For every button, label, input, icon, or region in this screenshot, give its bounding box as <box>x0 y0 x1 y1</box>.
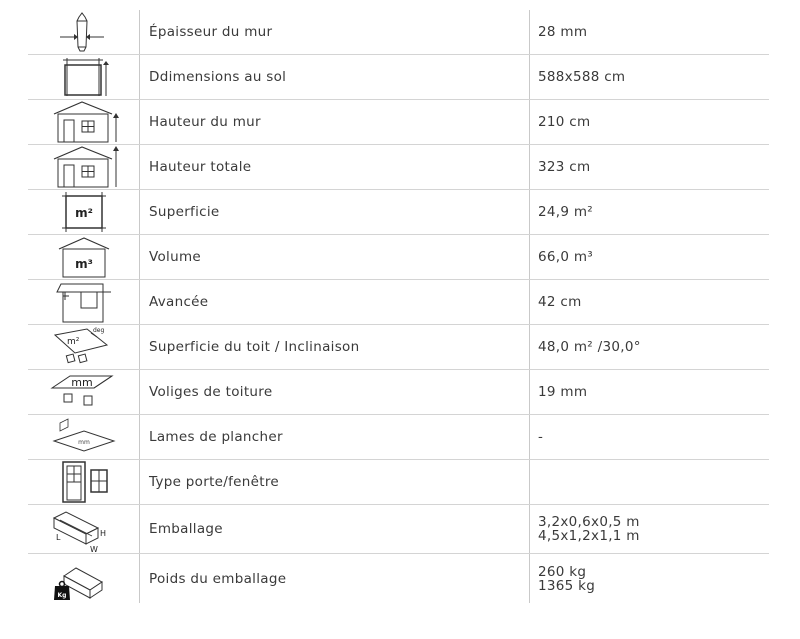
spec-row-floor-dimensions <box>28 55 769 100</box>
spec-value <box>530 460 769 504</box>
spec-row-volume <box>28 235 769 280</box>
spec-row-roof-boards <box>28 370 769 415</box>
floor-boards-icon <box>28 415 140 459</box>
svg-text:m²: m² <box>66 337 79 347</box>
svg-text:mm: mm <box>77 439 90 446</box>
spec-value: 19 mm <box>538 384 588 400</box>
spec-value: 3,2x0,6x0,5 m 4,5x1,2x1,1 m <box>538 514 640 544</box>
spec-value: - <box>538 429 544 445</box>
spec-row-wall-thickness <box>28 10 769 55</box>
floor-dimensions-icon <box>28 55 140 99</box>
spec-row-overhang <box>28 280 769 325</box>
spec-value: 66,0 m³ <box>538 249 594 265</box>
spec-value: 48,0 m² /30,0° <box>538 339 641 355</box>
spec-value: 210 cm <box>538 114 591 130</box>
spec-row-total-height <box>28 145 769 190</box>
spec-label: Poids du emballage <box>140 554 530 603</box>
spec-label: Voliges de toiture <box>140 370 530 414</box>
spec-value: 28 mm <box>538 24 588 40</box>
spec-row-area <box>28 190 769 235</box>
overhang-icon <box>28 280 140 324</box>
spec-label: Hauteur totale <box>140 145 530 189</box>
spec-row-package-weight <box>28 554 769 603</box>
spec-row-roof-area-pitch <box>28 325 769 370</box>
spec-value: 323 cm <box>538 159 591 175</box>
volume-icon <box>28 235 140 279</box>
svg-text:m²: m² <box>74 206 93 220</box>
spec-value: 588x588 cm <box>538 69 626 85</box>
spec-value: 42 cm <box>538 294 582 310</box>
spec-label: Épaisseur du mur <box>140 10 530 54</box>
spec-label: Superficie du toit / Inclinaison <box>140 325 530 369</box>
spec-label: Type porte/fenêtre <box>140 460 530 504</box>
svg-text:mm: mm <box>70 376 93 389</box>
spec-label: Lames de plancher <box>140 415 530 459</box>
spec-row-package-dimensions <box>28 505 769 554</box>
door-window-icon <box>28 460 140 504</box>
spec-row-door-window <box>28 460 769 505</box>
spec-table <box>28 10 769 603</box>
spec-label: Avancée <box>140 280 530 324</box>
package-weight-icon <box>28 554 140 603</box>
svg-text:L: L <box>55 533 60 542</box>
spec-row-floor-boards <box>28 415 769 460</box>
svg-text:deg: deg <box>92 327 104 334</box>
spec-label: Hauteur du mur <box>140 100 530 144</box>
package-dimensions-icon <box>28 505 140 553</box>
spec-label: Volume <box>140 235 530 279</box>
spec-value: 260 kg 1365 kg <box>538 563 596 594</box>
wall-thickness-icon <box>28 10 140 54</box>
wall-height-icon <box>28 100 140 144</box>
spec-label: Emballage <box>140 505 530 553</box>
svg-text:Kg: Kg <box>57 591 66 599</box>
svg-text:m³: m³ <box>74 257 93 271</box>
svg-text:H: H <box>99 529 106 538</box>
svg-text:W: W <box>89 545 98 552</box>
area-icon <box>28 190 140 234</box>
spec-label: Ddimensions au sol <box>140 55 530 99</box>
roof-boards-icon <box>28 370 140 414</box>
roof-area-pitch-icon <box>28 325 140 369</box>
spec-label: Superficie <box>140 190 530 234</box>
spec-row-wall-height <box>28 100 769 145</box>
spec-value: 24,9 m² <box>538 204 594 220</box>
total-height-icon <box>28 145 140 189</box>
